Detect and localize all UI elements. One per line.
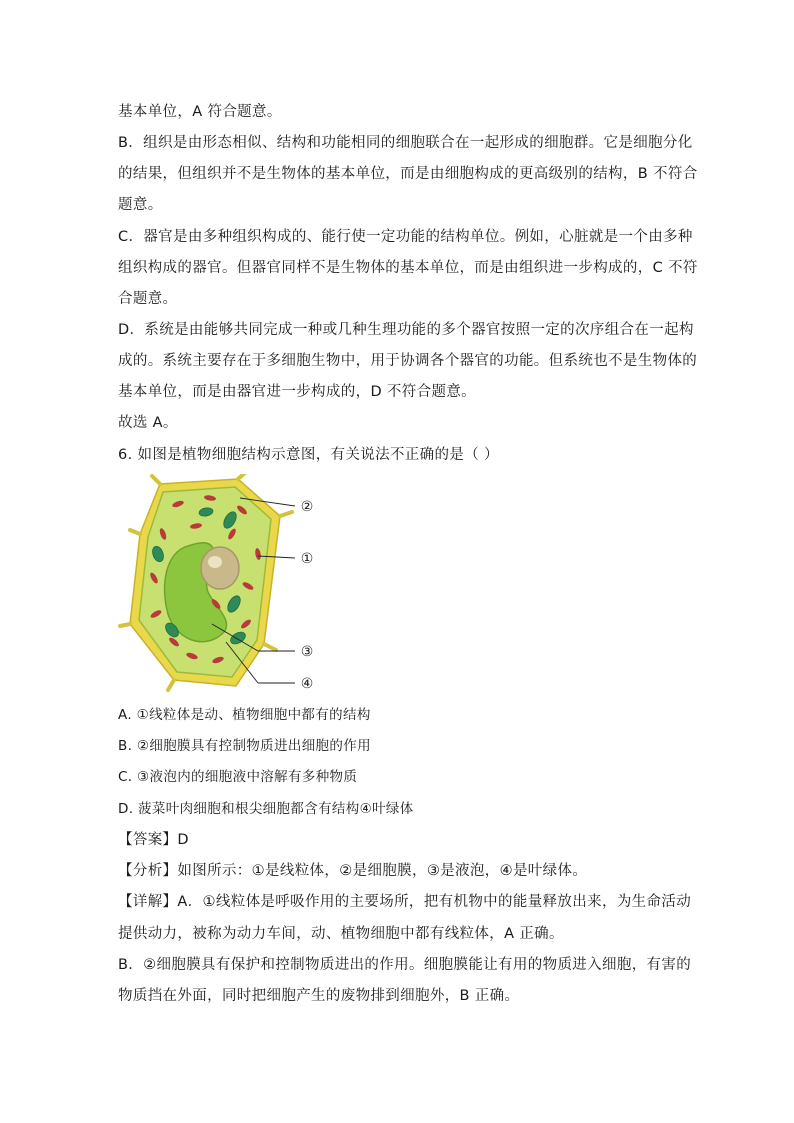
answer: 【答案】D	[118, 832, 189, 848]
text-line: 基本单位，而是由器官进一步构成的，D 不符合题意。	[118, 384, 477, 400]
text-line: B．组织是由形态相似、结构和功能相同的细胞联合在一起形成的细胞群。它是细胞分化	[118, 135, 693, 151]
explanation-line: 【详解】A．①线粒体是呼吸作用的主要场所，把有机物中的能量释放出来，为生命活动	[118, 894, 692, 910]
explanation-line: 物质挡在外面，同时把细胞产生的废物排到细胞外，B 正确。	[118, 988, 520, 1004]
analysis: 【分析】如图所示：①是线粒体，②是细胞膜，③是液泡，④是叶绿体。	[118, 863, 588, 879]
text-line: C．器官是由多种组织构成的、能行使一定功能的结构单位。例如，心脏就是一个由多种	[118, 229, 693, 245]
question-stem: 6. 如图是植物细胞结构示意图，有关说法不正确的是（ ）	[118, 447, 499, 463]
text-line: 题意。	[118, 197, 163, 213]
text-line: 成的。系统主要存在于多细胞生物中，用于协调各个器官的功能。但系统也不是生物体的	[118, 353, 698, 369]
svg-text:④: ④	[300, 676, 314, 692]
explanation-line: 提供动力，被称为动力车间，动、植物细胞中都有线粒体，A 正确。	[118, 926, 564, 942]
nucleolus	[208, 556, 222, 568]
label-1	[300, 551, 314, 567]
text-line: 组织构成的器官。但器官同样不是生物体的基本单位，而是由组织进一步构成的，C 不符	[118, 260, 698, 276]
text-line: 故选 A。	[118, 415, 178, 431]
option-d: D. 菠菜叶肉细胞和根尖细胞都含有结构④叶绿体	[118, 801, 414, 817]
text-line: 的结果，但组织并不是生物体的基本单位，而是由细胞构成的更高级别的结构，B 不符合	[118, 166, 698, 182]
plant-cell-diagram	[118, 474, 328, 694]
option-a: A. ①线粒体是动、植物细胞中都有的结构	[118, 707, 371, 723]
text-line: D．系统是由能够共同完成一种或几种生理功能的多个器官按照一定的次序组合在一起构	[118, 322, 694, 338]
text-line: 基本单位，A 符合题意。	[118, 104, 282, 120]
svg-text:②: ②	[300, 499, 314, 515]
explanation-line: B．②细胞膜具有保护和控制物质进出的作用。细胞膜能让有用的物质进入细胞，有害的	[118, 957, 692, 973]
nucleus	[201, 547, 239, 589]
option-b: B. ②细胞膜具有控制物质进出细胞的作用	[118, 738, 371, 754]
label-3	[300, 644, 314, 660]
label-4	[300, 676, 314, 692]
label-2	[300, 499, 314, 515]
svg-text:③: ③	[300, 644, 314, 660]
svg-text:①: ①	[300, 551, 314, 567]
option-c: C. ③液泡内的细胞液中溶解有多种物质	[118, 769, 358, 785]
text-line: 合题意。	[118, 291, 178, 307]
